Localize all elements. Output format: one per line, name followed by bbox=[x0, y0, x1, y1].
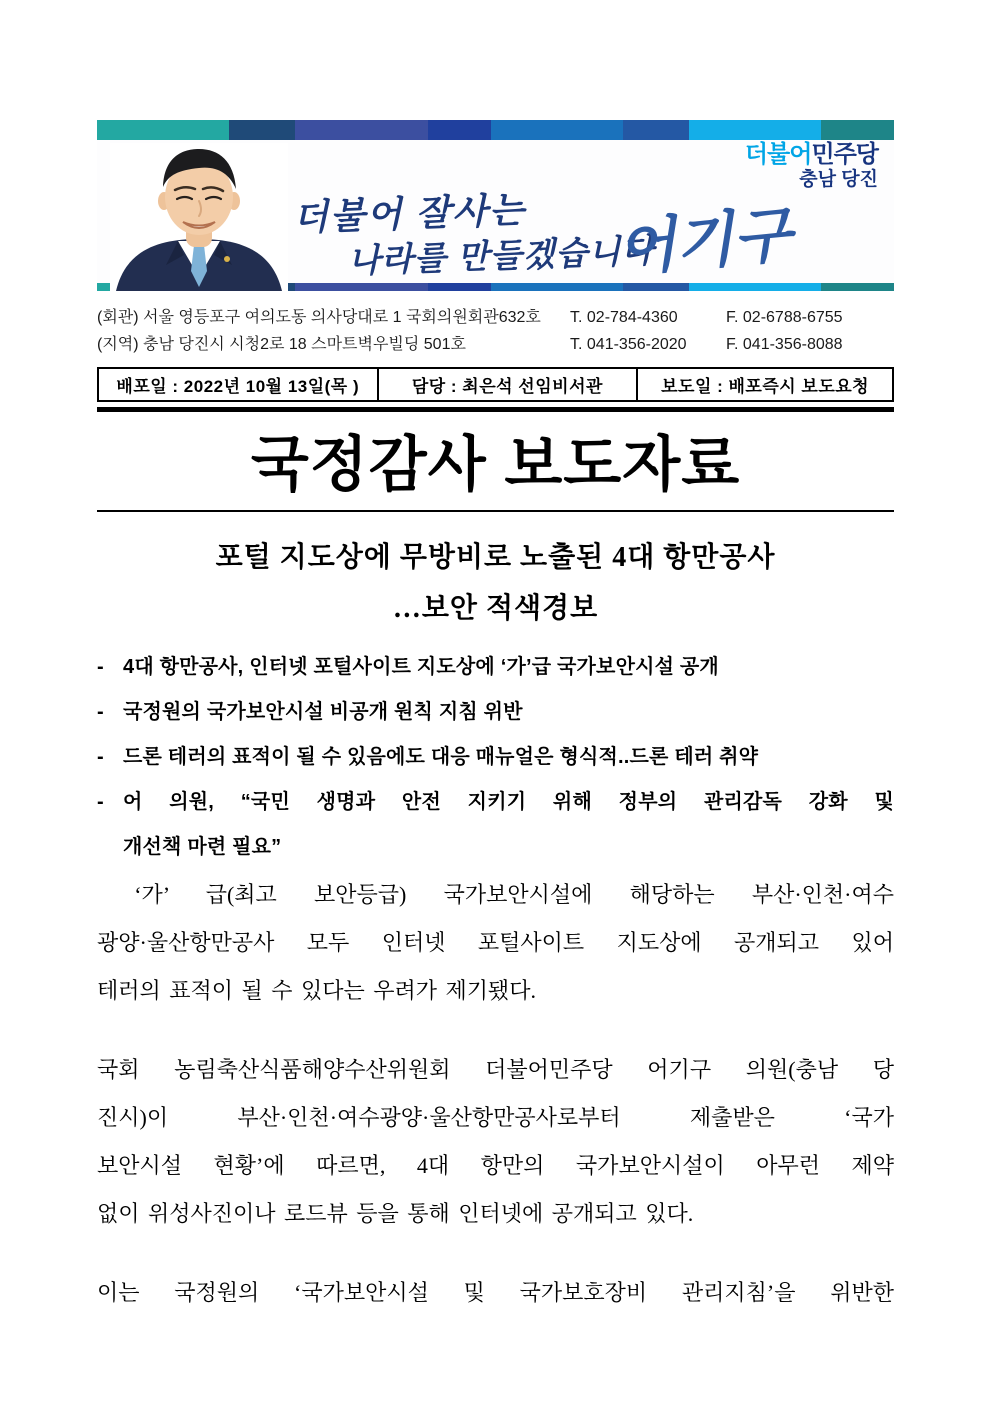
signature-eokigu: 어기구 bbox=[614, 200, 794, 283]
stripe-segment bbox=[295, 120, 427, 140]
bullet-text: 4대 항만공사, 인터넷 포털사이트 지도상에 ‘가’급 국가보안시설 공개 bbox=[123, 656, 719, 678]
banner-slogan-line1: 더불어 잘사는 bbox=[292, 188, 527, 239]
rule-thin bbox=[97, 510, 894, 512]
paragraph-line: 진시)이 부산·인천·여수광양·울산항만공사로부터 제출받은 ‘국가 bbox=[97, 1105, 894, 1130]
paragraph-line: 이는 국정원의 ‘국가보안시설 및 국가보호장비 관리지침’을 위반한 bbox=[97, 1280, 894, 1305]
document-title: 국정감사 보도자료 bbox=[250, 431, 741, 498]
title-block bbox=[97, 407, 894, 512]
bullet-dash: - bbox=[97, 746, 104, 768]
contact-line-district bbox=[97, 331, 894, 358]
district-fax: F. 041-356-8088 bbox=[726, 336, 843, 353]
paragraph-line: ‘가’ 급(최고 보안등급) 국가보안시설에 해당하는 부산·인천·여수 bbox=[97, 882, 894, 907]
stripe-segment bbox=[821, 120, 894, 140]
bullet-text: 개선책 마련 필요” bbox=[123, 836, 282, 858]
paragraph bbox=[97, 1269, 894, 1317]
contact-person-cell: 담당 : 최은석 선임비서관 bbox=[377, 369, 639, 400]
info-table bbox=[97, 367, 894, 402]
bullet-item bbox=[97, 735, 894, 780]
stripe-segment bbox=[689, 283, 821, 291]
headline-line1: 포털 지도상에 무방비로 노출된 4대 항만공사 bbox=[215, 542, 776, 573]
party-name-dark: 민주당 bbox=[811, 141, 878, 168]
stripe-segment bbox=[623, 120, 689, 140]
stripe-segment bbox=[491, 283, 623, 291]
release-date-cell: 배포일 : 2022년 10월 13일(목 ) bbox=[116, 377, 360, 396]
stripe-segment bbox=[491, 120, 623, 140]
headline bbox=[97, 536, 894, 631]
assembly-tel: T. 02-784-4360 bbox=[570, 309, 678, 326]
paragraph-line: 광양·울산항만공사 모두 인터넷 포털사이트 지도상에 공개되고 있어 bbox=[97, 930, 894, 955]
bullet-item bbox=[97, 645, 894, 690]
paragraph-line: 없이 위성사진이나 로드뷰 등을 통해 인터넷에 공개되고 있다. bbox=[97, 1201, 694, 1226]
district-address: (지역) 충남 당진시 시청2로 18 스마트벽우빌딩 501호 bbox=[97, 336, 466, 353]
banner-slogan-line2: 나라를 만들겠습니다 bbox=[347, 231, 655, 280]
bullet-text: 드론 테러의 표적이 될 수 있음에도 대응 매뉴얼은 형식적..드론 테러 취약 bbox=[123, 746, 759, 768]
bullet-item bbox=[97, 690, 894, 735]
bullet-text: 국정원의 국가보안시설 비공개 원칙 지침 위반 bbox=[123, 701, 523, 723]
bullet-text: 어 의원, “국민 생명과 안전 지키기 위해 정부의 관리감독 강화 및 bbox=[123, 791, 894, 813]
bullet-dash: - bbox=[97, 701, 104, 723]
stripe-segment bbox=[428, 283, 491, 291]
paragraph-line: 테러의 표적이 될 수 있다는 우려가 제기됐다. bbox=[97, 978, 537, 1003]
bullet-dash: - bbox=[97, 656, 104, 678]
assembly-fax: F. 02-6788-6755 bbox=[726, 309, 843, 326]
bullet-dash: - bbox=[97, 791, 104, 813]
paragraph-line: 보안시설 현황’에 따르면, 4대 항만의 국가보안시설이 아무런 제약 bbox=[97, 1153, 894, 1178]
header-banner bbox=[97, 120, 894, 291]
article-body bbox=[97, 871, 894, 1348]
district-tel: T. 041-356-2020 bbox=[570, 336, 687, 353]
politician-photo bbox=[110, 143, 288, 291]
paragraph bbox=[97, 1046, 894, 1238]
stripe-segment bbox=[229, 120, 295, 140]
contact-line-assembly bbox=[97, 304, 894, 331]
banner-top-stripe bbox=[97, 120, 894, 140]
stripe-segment bbox=[97, 120, 229, 140]
assembly-address: (회관) 서울 영등포구 여의도동 의사당대로 1 국회의원회관632호 bbox=[97, 309, 541, 326]
contact-block bbox=[97, 304, 894, 358]
press-date-cell: 보도일 : 배포즉시 보도요청 bbox=[661, 377, 870, 396]
party-label bbox=[745, 142, 878, 191]
stripe-segment bbox=[428, 120, 491, 140]
paragraph-line: 국회 농림축산식품해양수산위원회 더불어민주당 어기구 의원(충남 당 bbox=[97, 1057, 894, 1082]
stripe-segment bbox=[821, 283, 894, 291]
summary-bullets bbox=[97, 645, 894, 870]
paragraph bbox=[97, 871, 894, 1015]
party-name-light: 더불어 bbox=[744, 141, 812, 168]
party-region: 충남 당진 bbox=[799, 169, 878, 191]
bullet-item bbox=[97, 780, 894, 870]
stripe-segment bbox=[689, 120, 821, 140]
party-name bbox=[745, 142, 878, 168]
stripe-segment bbox=[295, 283, 427, 291]
headline-line2: …보안 적색경보 bbox=[392, 593, 599, 624]
